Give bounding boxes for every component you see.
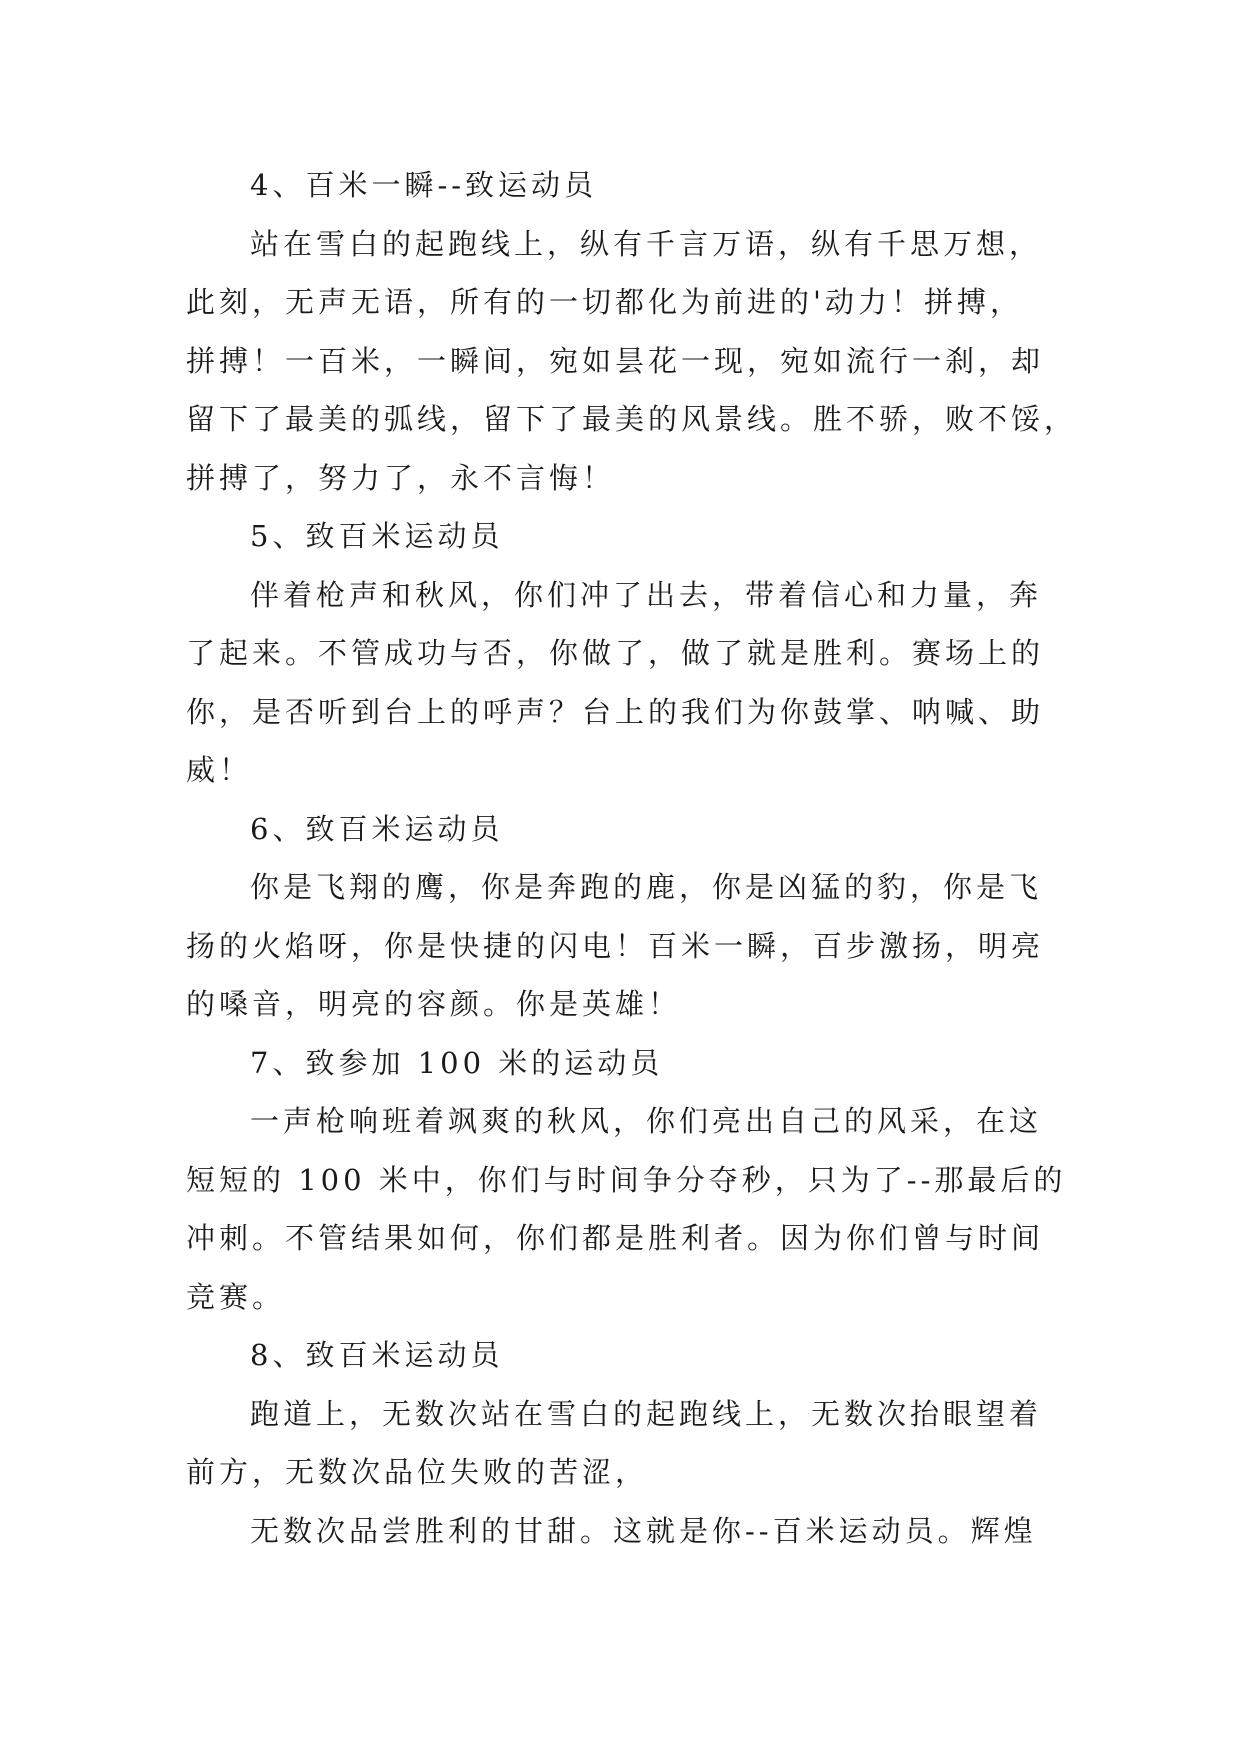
paragraph-line: 的嗓音，明亮的容颜。你是英雄！: [186, 987, 682, 1021]
paragraph-line: 短短的 100 米中，你们与时间争分夺秒，只为了--那最后的: [186, 1162, 1067, 1197]
paragraph-line: 了起来。不管成功与否，你做了，做了就是胜利。赛场上的: [186, 636, 1045, 670]
paragraph-line: 无数次品尝胜利的甘甜。这就是你--百米运动员。辉煌: [250, 1513, 1037, 1548]
paragraph-line: 你是飞翔的鹰，你是奔跑的鹿，你是凶猛的豹，你是飞: [250, 870, 1043, 904]
paragraph-line: 扬的火焰呀，你是快捷的闪电！百米一瞬，百步激扬，明亮: [186, 928, 1045, 963]
paragraph-line: 伴着枪声和秋风，你们冲了出去，带着信心和力量，奔: [250, 577, 1043, 612]
heading-6: 6、致百米运动员: [250, 811, 504, 846]
paragraph-line: 你，是否听到台上的呼声？台上的我们为你鼓掌、呐喊、助: [186, 694, 1045, 729]
paragraph-line: 威！: [186, 753, 253, 787]
document-body: [186, 156, 1078, 1560]
paragraph-line: 冲刺。不管结果如何，你们都是胜利者。因为你们曾与时间: [186, 1221, 1045, 1255]
paragraph-line: 前方，无数次品位失败的苦涩，: [186, 1455, 649, 1489]
paragraph-line: 一声枪响班着飒爽的秋风，你们亮出自己的风采，在这: [250, 1104, 1043, 1138]
heading-7: 7、致参加 100 米的运动员: [250, 1045, 664, 1080]
paragraph-line: 留下了最美的弧线，留下了最美的风景线。胜不骄，败不馁，: [186, 402, 1078, 436]
paragraph-line: 此刻，无声无语，所有的一切都化为前进的'动力！拼搏，: [186, 285, 1023, 319]
heading-8: 8、致百米运动员: [250, 1338, 504, 1372]
paragraph-line: 拼搏！一百米，一瞬间，宛如昙花一现，宛如流行一刹，却: [186, 343, 1045, 378]
heading-5: 5、致百米运动员: [250, 519, 504, 553]
heading-4: 4、百米一瞬--致运动员: [250, 168, 598, 202]
paragraph-line: 竞赛。: [186, 1279, 286, 1314]
paragraph-line: 跑道上，无数次站在雪白的起跑线上，无数次抬眼望着: [250, 1396, 1043, 1431]
paragraph-line: 站在雪白的起跑线上，纵有千言万语，纵有千思万想，: [250, 226, 1043, 261]
paragraph-line: 拼搏了，努力了，永不言悔！: [186, 460, 616, 495]
